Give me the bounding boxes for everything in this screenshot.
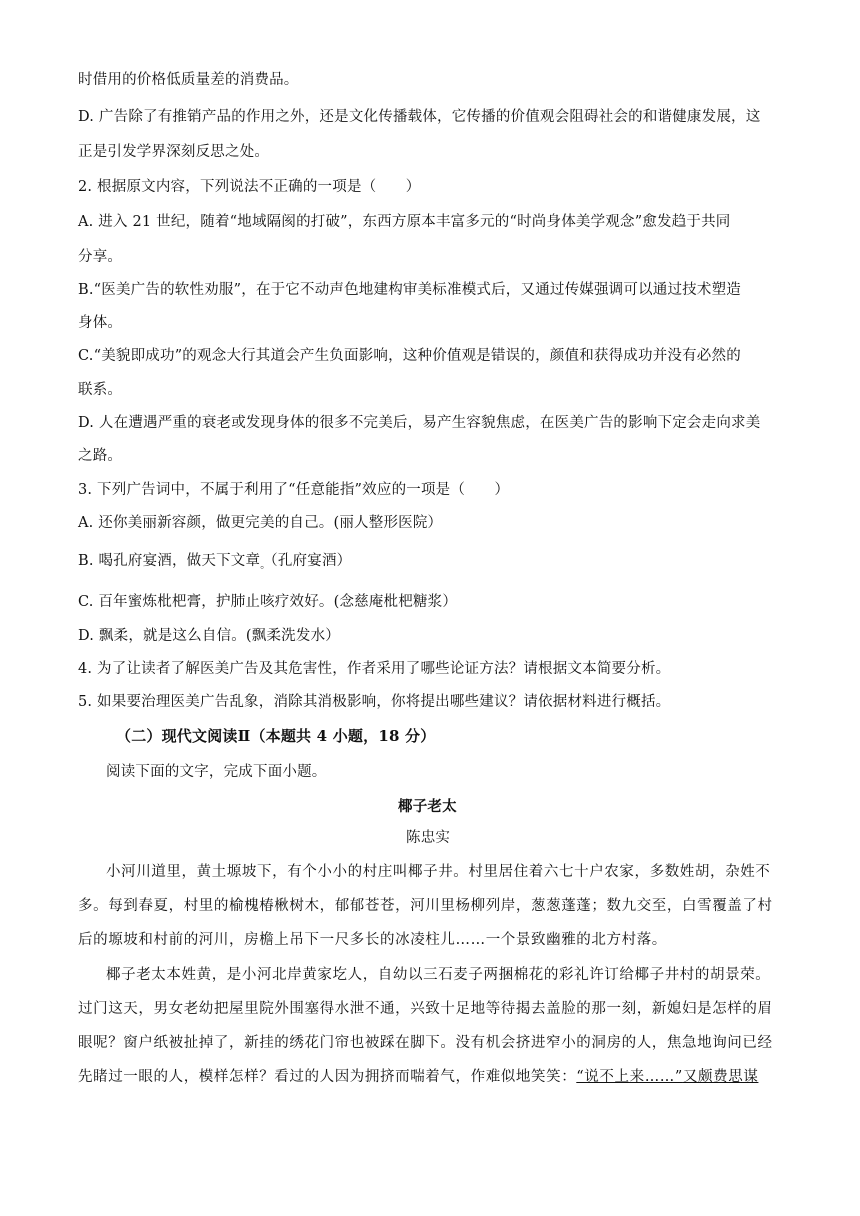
underlined-text: 又颇费思谋 bbox=[682, 1069, 759, 1085]
text-line: 时借用的价格低质量差的消费品。 bbox=[78, 72, 299, 88]
paragraph-line bbox=[78, 1067, 758, 1087]
story-title: 椰子老太 bbox=[398, 798, 457, 815]
paragraph-line: 多。每到春夏，村里的榆槐椿楸树木，郁郁苍苍，河川里杨柳列岸，葱葱蓬蓬；数九交至，白雪覆盖了村 bbox=[78, 898, 773, 914]
text-line: 身体。 bbox=[78, 315, 123, 331]
question-2: 2. 根据原文内容，下列说法不正确的一项是（ ） bbox=[78, 179, 421, 195]
emphasis-dot: 。 bbox=[260, 560, 271, 571]
section-heading: （二）现代文阅读Ⅱ（本题共 4 小题，18 分） bbox=[116, 727, 436, 745]
question-3: 3. 下列广告词中，不属于利用了“任意能指”效应的一项是（ ） bbox=[78, 482, 510, 498]
paragraph-line: 过门这天，男女老幼把屋里院外围塞得水泄不通，兴致十足地等待揭去盖脸的那一刻，新媳妇是怎样的眉 bbox=[78, 1001, 773, 1017]
instruction-text: 阅读下面的文字，完成下面小题。 bbox=[106, 764, 327, 780]
option-d-text: D. 飘柔，就是这么自信。(飘柔洗发水） bbox=[78, 628, 340, 644]
option-d-text: D. 广告除了有推销产品的作用之外，还是文化传播载体，它传播的价值观会阻碍社会的和谐健康发展，这 bbox=[78, 109, 761, 125]
story-author: 陈忠实 bbox=[406, 830, 451, 846]
option-b-text bbox=[78, 551, 351, 576]
option-b-source: （孔府宴酒） bbox=[270, 553, 352, 569]
paragraph-line: 椰子老太本姓黄，是小河北岸黄家圪人，自幼以三石麦子两捆棉花的彩礼许订给椰子井村的胡景荣。 bbox=[106, 967, 771, 983]
question-5: 5. 如果要治理医美广告乱象，消除其消极影响，你将提出哪些建议？请依据材料进行概括。 bbox=[78, 694, 671, 710]
text-line: 分享。 bbox=[78, 249, 123, 265]
text-line: 联系。 bbox=[78, 382, 123, 398]
text-line: 正是引发学界深刻反思之处。 bbox=[78, 144, 270, 160]
question-4: 4. 为了让读者了解医美广告及其危害性，作者采用了哪些论证方法？请根据文本简要分析。 bbox=[78, 661, 671, 677]
paragraph-line: 后的塬坡和村前的河川，房檐上吊下一尺多长的冰凌柱儿……一个景致幽雅的北方村落。 bbox=[78, 932, 667, 948]
option-b-text: B.“医美广告的软性劝服”，在于它不动声色地建构审美标准模式后，又通过传媒强调可以通过技术塑造 bbox=[78, 282, 741, 298]
option-d-text: D. 人在遭遇严重的衰老或发现身体的很多不完美后，易产生容貌焦虑，在医美广告的影响下定会走向求美 bbox=[78, 415, 761, 431]
option-b-main: B. 喝孔府宴酒，做天下文章 bbox=[78, 553, 261, 569]
option-a-text: A. 还你美丽新容颜，做更完美的自己。(丽人整形医院） bbox=[78, 515, 443, 531]
paragraph-line: 小河川道里，黄土塬坡下，有个小小的村庄叫椰子井。村里居住着六七十户农家，多数姓胡，杂姓不 bbox=[106, 864, 771, 880]
option-c-text: C. 百年蜜炼枇杷膏，护肺止咳疗效好。(念慈庵枇杷糖浆） bbox=[78, 594, 458, 610]
option-c-text: C.“美貌即成功”的观念大行其道会产生负面影响，这种价值观是错误的，颜值和获得成功并没有必然的 bbox=[78, 348, 741, 364]
underlined-quote: “说不上来……” bbox=[576, 1069, 683, 1085]
paragraph-text: 先睹过一眼的人，模样怎样？看过的人因为拥挤而喘着气，作难似地笑笑： bbox=[78, 1069, 577, 1085]
option-a-text: A. 进入 21 世纪，随着“地域隔阂的打破”，东西方原本丰富多元的“时尚身体美学观念”愈发趋于共同 bbox=[78, 214, 731, 230]
paragraph-line: 眼呢？窗户纸被扯掉了，新挂的绣花门帘也被踩在脚下。没有机会挤进窄小的洞房的人，焦急地询问已经 bbox=[78, 1035, 773, 1051]
text-line: 之路。 bbox=[78, 448, 123, 464]
